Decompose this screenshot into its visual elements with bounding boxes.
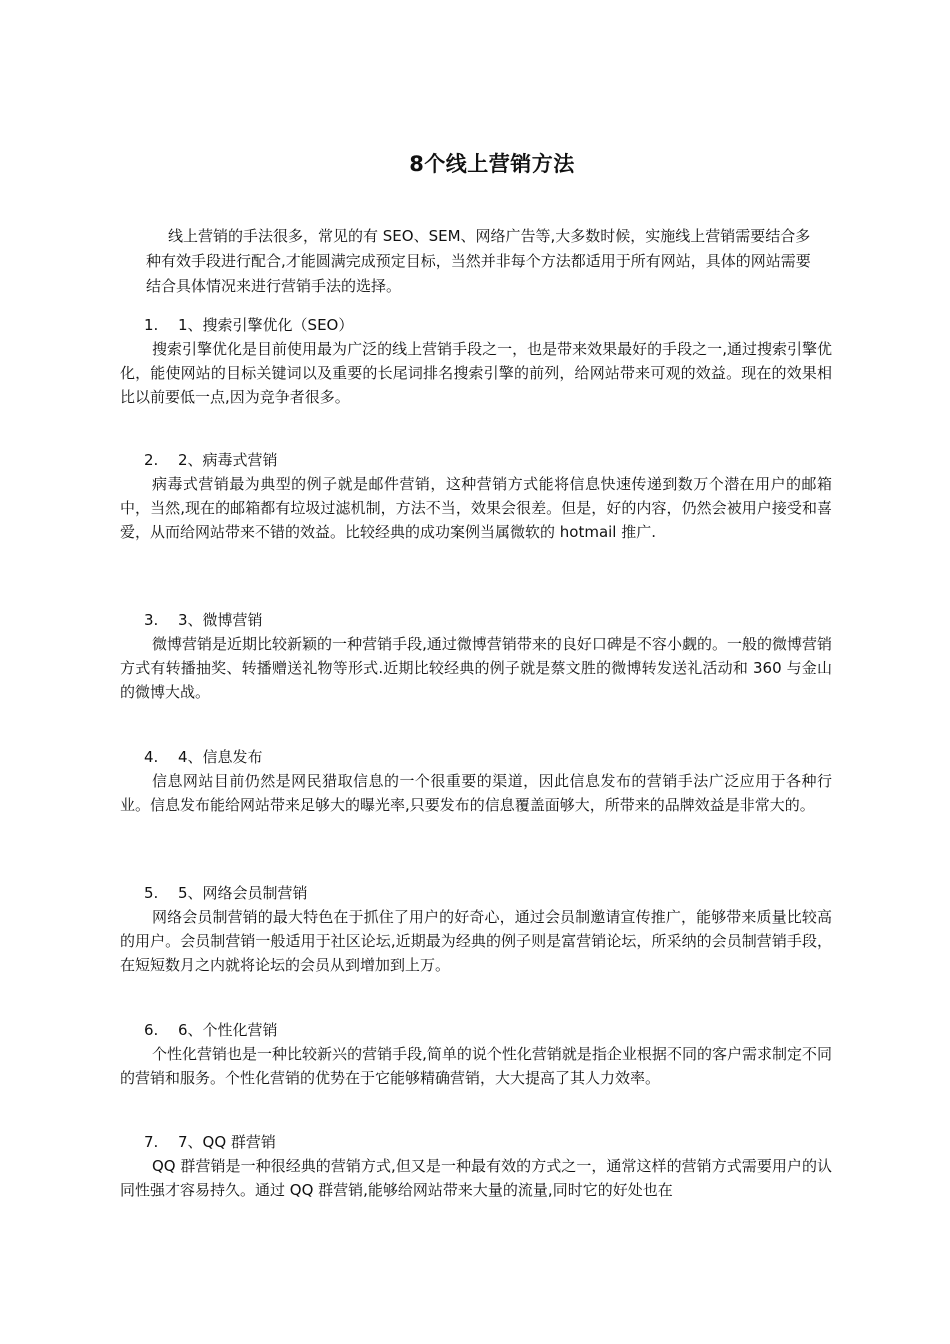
section-body: 微博营销是近期比较新颖的一种营销手段,通过微博营销带来的良好口碑是不容小觑的。一般的微博营销方式有转播抽奖、转播赠送礼物等形式.近期比较经典的例子就是蔡文胜的微博转发送礼活动和 360 与金山的微博大战。 [120,635,832,701]
section-body: 个性化营销也是一种比较新兴的营销手段,简单的说个性化营销就是指企业根据不同的客户需求制定不同的营销和服务。个性化营销的优势在于它能够精确营销，大大提高了其人力效率。 [120,1045,832,1087]
section-title: 3、微博营销 [178,611,263,629]
section-number: 3. [144,611,159,629]
section-6 [120,1018,832,1090]
section-heading [120,608,832,632]
section-7 [120,1130,832,1202]
section-heading [120,881,832,905]
section-number: 5. [144,884,159,902]
section-body: 网络会员制营销的最大特色在于抓住了用户的好奇心，通过会员制邀请宣传推广，能够带来质量比较高的用户。会员制营销一般适用于社区论坛,近期最为经典的例子则是富营销论坛，所采纳的会员制营销手段，在短短数月之内就将论坛的会员从到增加到上万。 [120,908,832,974]
intro-paragraph: 线上营销的手法很多，常见的有 SEO、SEM、网络广告等,大多数时候，实施线上营销需要结合多种有效手段进行配合,才能圆满完成预定目标，当然并非每个方法都适用于所有网站，具体的网站需要结合具体情况来进行营销手法的选择。 [146,227,811,295]
section-heading [120,448,832,472]
section-2 [120,448,832,544]
section-title: 1、搜索引擎优化（SEO） [178,316,354,334]
section-heading [120,745,832,769]
section-body: 搜索引擎优化是目前使用最为广泛的线上营销手段之一，也是带来效果最好的手段之一,通过搜索引擎优化，能使网站的目标关键词以及重要的长尾词排名搜索引擎的前列，给网站带来可观的效益。现在的效果相比以前要低一点,因为竞争者很多。 [120,340,832,406]
section-number: 1. [144,316,159,334]
section-number: 2. [144,451,159,469]
section-body: QQ 群营销是一种很经典的营销方式,但又是一种最有效的方式之一，通常这样的营销方式需要用户的认同性强才容易持久。通过 QQ 群营销,能够给网站带来大量的流量,同时它的好处也在 [120,1157,832,1199]
section-heading [120,1018,832,1042]
section-number: 7. [144,1133,159,1151]
section-4 [120,745,832,817]
section-3 [120,608,832,704]
section-title: 7、QQ 群营销 [178,1133,276,1151]
section-number: 6. [144,1021,159,1039]
section-number: 4. [144,748,159,766]
section-5 [120,881,832,977]
section-title: 4、信息发布 [178,748,263,766]
section-body: 病毒式营销最为典型的例子就是邮件营销，这种营销方式能将信息快速传递到数万个潜在用户的邮箱中，当然,现在的邮箱都有垃圾过滤机制，方法不当，效果会很差。但是，好的内容，仍然会被用户接受和喜爱，从而给网站带来不错的效益。比较经典的成功案例当属微软的 hotmail 推广. [120,475,832,541]
section-heading [120,1130,832,1154]
section-title: 6、个性化营销 [178,1021,278,1039]
section-body: 信息网站目前仍然是网民猎取信息的一个很重要的渠道，因此信息发布的营销手法广泛应用于各种行业。信息发布能给网站带来足够大的曝光率,只要发布的信息覆盖面够大，所带来的品牌效益是非常大的。 [120,772,832,814]
section-heading [120,313,832,337]
document-title: 8个线上营销方法 [409,152,575,177]
section-title: 2、病毒式营销 [178,451,278,469]
section-1 [120,313,832,409]
section-title: 5、网络会员制营销 [178,884,308,902]
